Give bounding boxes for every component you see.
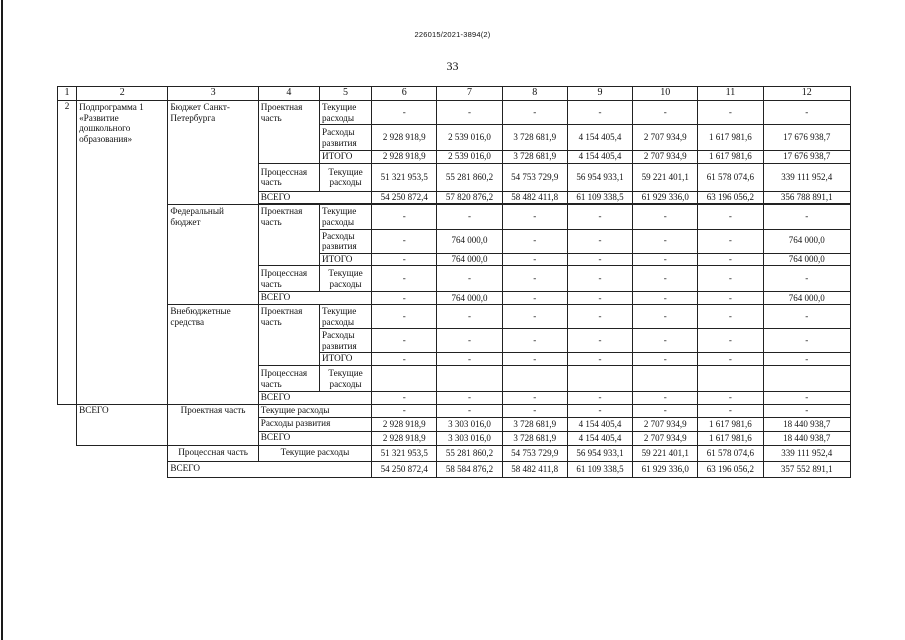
value-cell: 2 707 934,9 — [633, 125, 698, 151]
value-cell: 2 707 934,9 — [633, 431, 698, 445]
value-cell: - — [567, 305, 632, 329]
value-cell: 54 753 729,9 — [502, 445, 567, 461]
header-cell: 9 — [567, 87, 632, 101]
value-cell: 17 676 938,7 — [763, 151, 850, 164]
value-cell: 2 707 934,9 — [633, 417, 698, 431]
grand-total-row-label: ВСЕГО — [168, 461, 372, 477]
value-cell: - — [437, 266, 502, 292]
value-cell: 764 000,0 — [437, 253, 502, 266]
value-cell: 3 303 016,0 — [437, 417, 502, 431]
expense-type-label: Текущие расходы — [319, 305, 371, 329]
value-cell: 61 578 074,6 — [698, 163, 763, 191]
value-cell: - — [437, 101, 502, 125]
value-cell: 764 000,0 — [437, 229, 502, 253]
expense-type-label: Текущие расходы — [319, 366, 371, 392]
value-cell: 3 728 681,9 — [502, 431, 567, 445]
value-cell: 63 196 056,2 — [698, 191, 763, 204]
value-cell: 1 617 981,6 — [698, 151, 763, 164]
value-cell: 59 221 401,1 — [633, 163, 698, 191]
value-cell: - — [633, 266, 698, 292]
value-cell: 356 788 891,1 — [763, 191, 850, 204]
value-cell: - — [437, 329, 502, 353]
expense-type-label: Расходы развития — [319, 125, 371, 151]
value-cell: 1 617 981,6 — [698, 431, 763, 445]
part-label: Проектная часть — [258, 101, 319, 164]
value-cell: - — [633, 404, 698, 417]
value-cell: 18 440 938,7 — [763, 431, 850, 445]
grand-total-label: ВСЕГО — [77, 404, 168, 445]
value-cell: 764 000,0 — [763, 292, 850, 305]
value-cell: - — [567, 101, 632, 125]
value-cell: 3 728 681,9 — [502, 151, 567, 164]
value-cell: - — [698, 329, 763, 353]
expense-type-label: Текущие расходы — [319, 163, 371, 191]
value-cell: 54 250 872,4 — [372, 461, 437, 477]
value-cell: - — [502, 353, 567, 366]
value-cell: - — [633, 229, 698, 253]
part-label: Процессная часть — [258, 163, 319, 191]
value-cell: 59 221 401,1 — [633, 445, 698, 461]
value-cell: 56 954 933,1 — [567, 163, 632, 191]
value-cell: 4 154 405,4 — [567, 417, 632, 431]
value-cell: - — [567, 253, 632, 266]
table-row — [58, 461, 851, 477]
header-cell: 8 — [502, 87, 567, 101]
header-row — [58, 87, 851, 101]
value-cell: - — [502, 329, 567, 353]
part-label: Процессная часть — [168, 445, 258, 461]
value-cell: - — [502, 404, 567, 417]
value-cell: 58 482 411,8 — [502, 191, 567, 204]
value-cell: - — [633, 292, 698, 305]
expense-type-label: Текущие расходы — [319, 266, 371, 292]
value-cell: 58 482 411,8 — [502, 461, 567, 477]
part-label: Процессная часть — [258, 366, 319, 392]
value-cell: - — [698, 205, 763, 229]
header-cell: 3 — [168, 87, 258, 101]
expense-type-label: Текущие расходы — [258, 445, 371, 461]
value-cell: - — [372, 253, 437, 266]
value-cell — [763, 366, 850, 392]
value-cell: - — [763, 101, 850, 125]
value-cell: 58 584 876,2 — [437, 461, 502, 477]
value-cell: - — [372, 305, 437, 329]
value-cell: 51 321 953,5 — [372, 445, 437, 461]
value-cell: - — [633, 353, 698, 366]
value-cell: - — [567, 392, 632, 405]
header-cell: 11 — [698, 87, 763, 101]
value-cell: 51 321 953,5 — [372, 163, 437, 191]
value-cell: - — [437, 305, 502, 329]
value-cell: - — [372, 353, 437, 366]
value-cell: - — [437, 404, 502, 417]
value-cell: 4 154 405,4 — [567, 151, 632, 164]
header-cell: 6 — [372, 87, 437, 101]
value-cell: 17 676 938,7 — [763, 125, 850, 151]
value-cell: 54 250 872,4 — [372, 191, 437, 204]
value-cell: 56 954 933,1 — [567, 445, 632, 461]
expense-type-label: Текущие расходы — [319, 101, 371, 125]
value-cell: - — [502, 205, 567, 229]
value-cell: 61 109 338,5 — [567, 191, 632, 204]
value-cell: 1 617 981,6 — [698, 417, 763, 431]
value-cell: - — [763, 404, 850, 417]
budget-table — [57, 86, 851, 478]
value-cell: - — [698, 404, 763, 417]
expense-type-label: Расходы развития — [258, 417, 371, 431]
value-cell: - — [763, 266, 850, 292]
document-number: 226015/2021-3894(2) — [414, 30, 491, 39]
table-row — [58, 305, 851, 329]
source-federal: Федеральный бюджет — [168, 205, 258, 305]
value-cell: - — [633, 305, 698, 329]
value-cell: - — [437, 353, 502, 366]
part-label: Процессная часть — [258, 266, 319, 292]
expense-type-label: Текущие расходы — [258, 404, 371, 417]
value-cell: - — [698, 292, 763, 305]
value-cell: - — [763, 353, 850, 366]
source-offbudget: Внебюджетные средства — [168, 305, 258, 405]
total-label: ВСЕГО — [258, 431, 371, 445]
value-cell: 61 929 336,0 — [633, 461, 698, 477]
value-cell: - — [567, 205, 632, 229]
value-cell: - — [633, 329, 698, 353]
part-label: Проектная часть — [168, 404, 258, 445]
value-cell: 61 578 074,6 — [698, 445, 763, 461]
value-cell: - — [437, 392, 502, 405]
table-row — [58, 404, 851, 417]
value-cell: - — [502, 253, 567, 266]
value-cell: 2 928 918,9 — [372, 151, 437, 164]
header-cell: 5 — [319, 87, 371, 101]
value-cell: - — [567, 266, 632, 292]
value-cell: - — [502, 392, 567, 405]
value-cell: 357 552 891,1 — [763, 461, 850, 477]
value-cell: 2 539 016,0 — [437, 125, 502, 151]
value-cell: - — [633, 101, 698, 125]
value-cell: - — [502, 305, 567, 329]
value-cell — [372, 366, 437, 392]
table-row — [58, 205, 851, 229]
value-cell: - — [502, 229, 567, 253]
value-cell: - — [763, 392, 850, 405]
value-cell: - — [698, 253, 763, 266]
expense-type-label: Расходы развития — [319, 329, 371, 353]
itogo-label: ИТОГО — [319, 253, 371, 266]
value-cell: - — [372, 205, 437, 229]
value-cell: - — [698, 305, 763, 329]
header-cell: 7 — [437, 87, 502, 101]
value-cell: - — [372, 292, 437, 305]
value-cell: - — [372, 266, 437, 292]
value-cell: - — [372, 404, 437, 417]
value-cell: 3 728 681,9 — [502, 417, 567, 431]
value-cell: 61 929 336,0 — [633, 191, 698, 204]
total-label: ВСЕГО — [258, 191, 371, 204]
row-number: 2 — [58, 101, 77, 405]
value-cell: 4 154 405,4 — [567, 125, 632, 151]
value-cell: 61 109 338,5 — [567, 461, 632, 477]
part-label: Проектная часть — [258, 305, 319, 366]
empty-cell — [77, 445, 168, 477]
value-cell: - — [372, 329, 437, 353]
value-cell: 2 928 918,9 — [372, 417, 437, 431]
value-cell: - — [763, 205, 850, 229]
value-cell: 2 707 934,9 — [633, 151, 698, 164]
value-cell: - — [763, 305, 850, 329]
value-cell: 18 440 938,7 — [763, 417, 850, 431]
value-cell: 54 753 729,9 — [502, 163, 567, 191]
value-cell: - — [567, 353, 632, 366]
value-cell: - — [698, 101, 763, 125]
value-cell: 55 281 860,2 — [437, 445, 502, 461]
table-row — [58, 445, 851, 461]
value-cell: 3 728 681,9 — [502, 125, 567, 151]
value-cell: 1 617 981,6 — [698, 125, 763, 151]
value-cell: - — [567, 292, 632, 305]
value-cell: 764 000,0 — [763, 229, 850, 253]
value-cell: - — [502, 292, 567, 305]
value-cell: 57 820 876,2 — [437, 191, 502, 204]
itogo-label: ИТОГО — [319, 353, 371, 366]
binding-margin-line — [1, 0, 3, 640]
value-cell: - — [698, 266, 763, 292]
value-cell — [698, 366, 763, 392]
value-cell — [437, 366, 502, 392]
value-cell — [633, 366, 698, 392]
value-cell: - — [372, 229, 437, 253]
value-cell: 2 928 918,9 — [372, 125, 437, 151]
value-cell: - — [698, 229, 763, 253]
value-cell: 55 281 860,2 — [437, 163, 502, 191]
value-cell: - — [763, 329, 850, 353]
value-cell: - — [567, 404, 632, 417]
itogo-label: ИТОГО — [319, 151, 371, 164]
header-cell: 4 — [258, 87, 319, 101]
value-cell: 2 539 016,0 — [437, 151, 502, 164]
value-cell: - — [502, 266, 567, 292]
value-cell: 63 196 056,2 — [698, 461, 763, 477]
value-cell: - — [372, 101, 437, 125]
part-label: Проектная часть — [258, 205, 319, 266]
value-cell: 764 000,0 — [437, 292, 502, 305]
value-cell — [502, 366, 567, 392]
header-cell: 12 — [763, 87, 850, 101]
program-name: Подпрограмма 1 «Развитие дошкольного образования» — [77, 101, 168, 405]
total-label: ВСЕГО — [258, 292, 371, 305]
value-cell: - — [437, 205, 502, 229]
value-cell: - — [502, 101, 567, 125]
header-cell: 1 — [58, 87, 77, 101]
value-cell: - — [698, 392, 763, 405]
value-cell: - — [372, 392, 437, 405]
table-row — [58, 101, 851, 125]
expense-type-label: Текущие расходы — [319, 205, 371, 229]
value-cell: 339 111 952,4 — [763, 445, 850, 461]
header-cell: 10 — [633, 87, 698, 101]
value-cell — [567, 366, 632, 392]
value-cell: - — [567, 229, 632, 253]
value-cell: - — [567, 329, 632, 353]
value-cell: 2 928 918,9 — [372, 431, 437, 445]
total-label: ВСЕГО — [258, 392, 371, 405]
source-budget-spb: Бюджет Санкт-Петербурга — [168, 101, 258, 205]
value-cell: - — [633, 253, 698, 266]
empty-cell — [58, 404, 77, 477]
value-cell: - — [633, 392, 698, 405]
value-cell: 764 000,0 — [763, 253, 850, 266]
value-cell: 3 303 016,0 — [437, 431, 502, 445]
value-cell: - — [698, 353, 763, 366]
value-cell: 339 111 952,4 — [763, 163, 850, 191]
header-cell: 2 — [77, 87, 168, 101]
value-cell: - — [633, 205, 698, 229]
value-cell: 4 154 405,4 — [567, 431, 632, 445]
expense-type-label: Расходы развития — [319, 229, 371, 253]
page-number: 33 — [446, 59, 459, 73]
